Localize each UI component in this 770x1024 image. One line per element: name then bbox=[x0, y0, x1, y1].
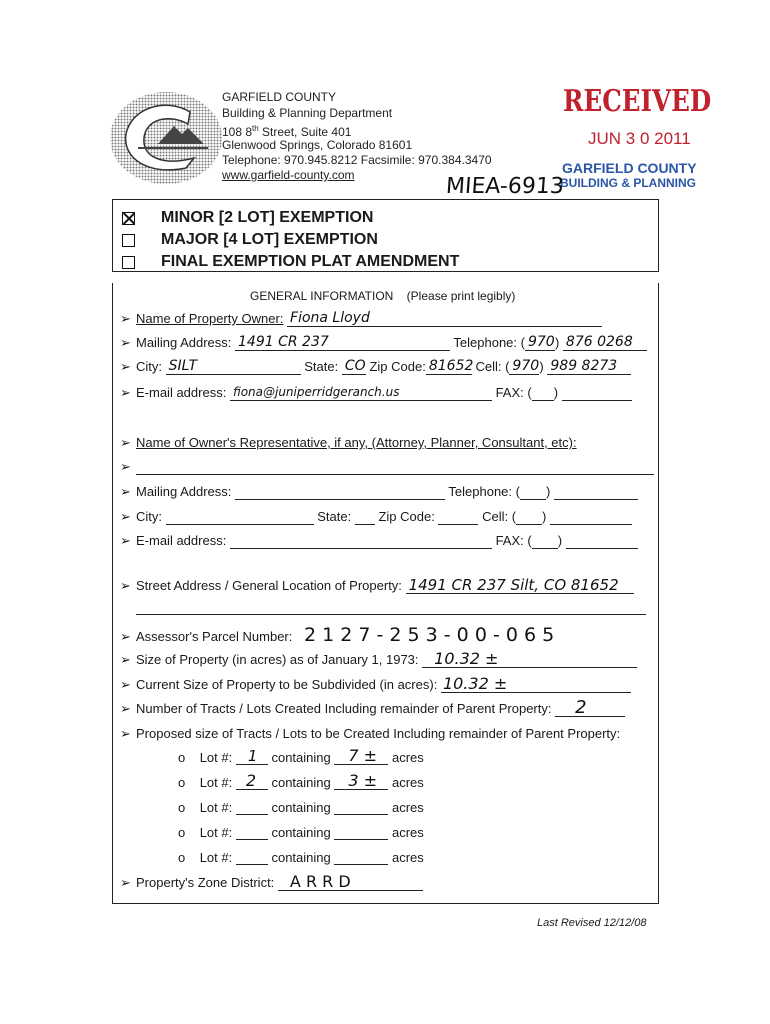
lot-label: Lot #: bbox=[199, 825, 233, 840]
lot-number-value: 1 bbox=[247, 747, 258, 765]
bullet-icon: o bbox=[178, 825, 186, 840]
rep-mailing-label: Mailing Address: bbox=[136, 484, 232, 499]
current-size-field[interactable] bbox=[441, 674, 631, 693]
arrow-icon: ➢ bbox=[120, 385, 131, 400]
rep-telephone-field[interactable] bbox=[554, 485, 638, 500]
rep-mailing-field[interactable] bbox=[235, 485, 445, 500]
major-label: MAJOR [4 LOT] EXEMPTION bbox=[161, 231, 378, 248]
street-row bbox=[120, 578, 634, 594]
telephone-field[interactable] bbox=[563, 336, 647, 351]
containing-label: containing bbox=[271, 800, 331, 815]
email-value: fiona@juniperridgeranch.us bbox=[232, 385, 400, 399]
rep-email-field[interactable] bbox=[230, 534, 492, 549]
tracts-value: 2 bbox=[575, 697, 587, 718]
lot-size-field[interactable] bbox=[334, 825, 388, 840]
arrow-icon: ➢ bbox=[120, 311, 131, 326]
major-checkbox[interactable] bbox=[122, 234, 135, 247]
lot-number-field[interactable] bbox=[236, 771, 268, 790]
arrow-icon: ➢ bbox=[120, 335, 131, 350]
street-label: Street Address / General Location of Property: bbox=[136, 578, 402, 593]
bullet-icon: o bbox=[178, 750, 186, 765]
cell-value: 989 8273 bbox=[550, 358, 618, 374]
tracts-label: Number of Tracts / Lots Created Including remainder of Parent Property: bbox=[136, 701, 552, 716]
rep-mailing-row: ➢ Mailing Address: Telephone: ( ) bbox=[120, 484, 638, 500]
state-label: State: bbox=[304, 359, 339, 374]
rep-state-field[interactable] bbox=[355, 510, 375, 525]
zip-label: Zip Code: bbox=[369, 359, 426, 374]
application-type-box-bottom bbox=[112, 271, 659, 272]
rep-fax-label: FAX: ( bbox=[495, 533, 532, 548]
arrow-icon: ➢ bbox=[120, 484, 131, 499]
arrow-icon: ➢ bbox=[120, 509, 131, 524]
cell-area-field[interactable] bbox=[509, 360, 539, 375]
owner-name-field[interactable] bbox=[287, 312, 602, 327]
arrow-icon: ➢ bbox=[120, 359, 131, 374]
fax-close: ) bbox=[553, 385, 559, 400]
mailing-field[interactable] bbox=[235, 336, 450, 351]
rep-cell-area-field[interactable] bbox=[516, 510, 542, 525]
arrow-icon: ➢ bbox=[120, 726, 131, 741]
received-stamp: RECEIVED bbox=[563, 84, 712, 119]
county-logo bbox=[108, 88, 223, 188]
lot-size-value: 3 ± bbox=[348, 771, 378, 790]
size-1973-row bbox=[120, 649, 637, 668]
lot-row bbox=[178, 746, 424, 765]
lot-label: Lot #: bbox=[199, 850, 233, 865]
app-type-major[interactable] bbox=[122, 231, 378, 249]
street-sup: th bbox=[252, 124, 259, 133]
telephone-value: 876 0268 bbox=[565, 334, 633, 350]
lot-size-field[interactable] bbox=[334, 746, 388, 765]
zone-row bbox=[120, 872, 423, 891]
minor-checkbox[interactable] bbox=[122, 212, 135, 225]
lot-row bbox=[178, 825, 424, 840]
size-1973-field[interactable] bbox=[422, 649, 637, 668]
website-link[interactable]: www.garfield-county.com bbox=[222, 168, 355, 182]
lot-number-value: 2 bbox=[245, 771, 257, 790]
lot-number-field[interactable] bbox=[236, 850, 268, 865]
lot-size-value: 7 ± bbox=[348, 746, 378, 765]
email-field[interactable] bbox=[230, 386, 492, 401]
last-revised: Last Revised 12/12/08 bbox=[537, 917, 647, 929]
lot-label: Lot #: bbox=[199, 800, 233, 815]
street-prefix: 108 8 bbox=[222, 125, 253, 139]
arrow-icon: ➢ bbox=[120, 629, 131, 644]
owner-name-label: Name of Property Owner: bbox=[136, 311, 284, 326]
street-second-line[interactable] bbox=[136, 614, 646, 615]
tracts-field[interactable] bbox=[555, 697, 625, 718]
rep-email-label: E-mail address: bbox=[136, 533, 227, 548]
org-name: GARFIELD COUNTY bbox=[222, 90, 337, 104]
rep-state-label: State: bbox=[317, 509, 352, 524]
app-type-minor[interactable] bbox=[122, 209, 373, 227]
arrow-icon: ➢ bbox=[120, 578, 131, 593]
acres-label: acres bbox=[392, 750, 424, 765]
tracts-row bbox=[120, 697, 625, 718]
city-value: SILT bbox=[168, 358, 198, 374]
stamp-dept: BUILDING & PLANNING bbox=[560, 176, 696, 190]
cell-field[interactable] bbox=[547, 360, 631, 375]
owner-name-value: Fiona Lloyd bbox=[290, 310, 370, 326]
stamp-county: GARFIELD COUNTY bbox=[562, 160, 697, 176]
acres-label: acres bbox=[392, 775, 424, 790]
general-info-title: GENERAL INFORMATION (Please print legibly) bbox=[250, 289, 516, 303]
bullet-icon: o bbox=[178, 850, 186, 865]
rep-city-row: ➢ City: State: Zip Code: Cell: ( ) bbox=[120, 509, 632, 525]
street-value: 1491 CR 237 Silt, CO 81652 bbox=[408, 576, 619, 594]
lot-row bbox=[178, 800, 424, 815]
rep-cell-field[interactable] bbox=[550, 510, 632, 525]
rep-email-row: ➢ E-mail address: FAX: ( ) bbox=[120, 533, 638, 549]
parcel-row bbox=[120, 624, 555, 646]
final-label: FINAL EXEMPTION PLAT AMENDMENT bbox=[161, 253, 460, 270]
street-field[interactable] bbox=[406, 576, 634, 594]
rep-name-field[interactable] bbox=[136, 460, 654, 475]
bullet-icon: o bbox=[178, 800, 186, 815]
containing-label: containing bbox=[271, 850, 331, 865]
state-field[interactable] bbox=[342, 360, 366, 375]
zone-label: Property's Zone District: bbox=[136, 875, 275, 890]
acres-label: acres bbox=[392, 825, 424, 840]
stamp-date: JUN 3 0 2011 bbox=[588, 129, 691, 148]
fax-area-field[interactable] bbox=[532, 386, 554, 401]
zip-value: 81652 bbox=[428, 358, 474, 374]
rep-telephone-area-field[interactable] bbox=[520, 485, 546, 500]
owner-name-row bbox=[120, 311, 602, 327]
arrow-icon: ➢ bbox=[120, 533, 131, 548]
street-suffix: Street, Suite 401 bbox=[258, 125, 352, 139]
containing-label: containing bbox=[271, 775, 331, 790]
rep-telephone-label: Telephone: ( bbox=[448, 484, 520, 499]
lot-row bbox=[178, 850, 424, 865]
city-line: Glenwood Springs, Colorado 81601 bbox=[222, 138, 413, 152]
phone-line: Telephone: 970.945.8212 Facsimile: 970.384.3470 bbox=[222, 153, 492, 167]
lot-label: Lot #: bbox=[199, 750, 233, 765]
telephone-area-value: 970 bbox=[527, 334, 555, 350]
rep-city-field[interactable] bbox=[166, 510, 314, 525]
containing-label: containing bbox=[271, 750, 331, 765]
zone-value: A R R D bbox=[289, 872, 351, 891]
file-number: MIEA-6913 bbox=[445, 174, 565, 199]
lot-size-field[interactable] bbox=[334, 850, 388, 865]
arrow-icon: ➢ bbox=[120, 652, 131, 667]
rep-title-row bbox=[120, 435, 577, 451]
dept-name: Building & Planning Department bbox=[222, 106, 393, 120]
size-1973-value: 10.32 ± bbox=[434, 649, 499, 668]
acres-label: acres bbox=[392, 800, 424, 815]
rep-fax-field[interactable] bbox=[566, 534, 638, 549]
acres-label: acres bbox=[392, 850, 424, 865]
city-field[interactable] bbox=[166, 360, 301, 375]
arrow-icon: ➢ bbox=[120, 701, 131, 716]
rep-fax-area-field[interactable] bbox=[532, 534, 558, 549]
containing-label: containing bbox=[271, 825, 331, 840]
arrow-icon: ➢ bbox=[120, 875, 131, 890]
state-value: CO bbox=[344, 358, 366, 374]
parcel-value[interactable]: 2 1 2 7 - 2 5 3 - 0 0 - 0 6 5 bbox=[304, 624, 555, 646]
proposed-label: Proposed size of Tracts / Lots to be Created Including remainder of Parent Property: bbox=[136, 726, 621, 741]
parcel-label: Assessor's Parcel Number: bbox=[136, 629, 293, 644]
current-size-label: Current Size of Property to be Subdivided (in acres): bbox=[136, 677, 438, 692]
arrow-icon: ➢ bbox=[120, 459, 131, 474]
proposed-row bbox=[120, 726, 620, 742]
bullet-icon: o bbox=[178, 775, 186, 790]
lot-number-field[interactable] bbox=[236, 747, 268, 765]
mailing-value: 1491 CR 237 bbox=[238, 334, 329, 350]
fax-label: FAX: ( bbox=[495, 385, 532, 400]
email-label: E-mail address: bbox=[136, 385, 227, 400]
size-1973-label: Size of Property (in acres) as of January 1, 1973: bbox=[136, 652, 419, 667]
rep-city-label: City: bbox=[136, 509, 162, 524]
lot-size-field[interactable] bbox=[334, 771, 388, 790]
city-label: City: bbox=[136, 359, 162, 374]
fax-field[interactable] bbox=[562, 386, 632, 401]
email-row bbox=[120, 385, 632, 401]
rep-title: Name of Owner's Representative, if any, (Attorney, Planner, Consultant, etc): bbox=[136, 435, 577, 450]
zip-field[interactable] bbox=[426, 360, 472, 375]
arrow-icon: ➢ bbox=[120, 435, 131, 450]
telephone-area-field[interactable] bbox=[525, 336, 555, 351]
lot-size-field[interactable] bbox=[334, 800, 388, 815]
city-row: ➢ City: SILT State: CO Zip Code: 81652 Cell: ( 970 ) 989 8273 bbox=[120, 359, 631, 375]
rep-name-row bbox=[120, 459, 654, 475]
minor-label: MINOR [2 LOT] EXEMPTION bbox=[161, 209, 374, 226]
lot-row bbox=[178, 771, 424, 790]
rep-cell-label: Cell: ( bbox=[482, 509, 517, 524]
cell-area-value: 970 bbox=[512, 358, 540, 374]
lot-number-field[interactable] bbox=[236, 825, 268, 840]
current-size-row bbox=[120, 674, 631, 693]
cell-label: Cell: ( bbox=[475, 359, 510, 374]
current-size-value: 10.32 ± bbox=[442, 674, 508, 693]
lot-label: Lot #: bbox=[199, 775, 233, 790]
rep-zip-label: Zip Code: bbox=[378, 509, 435, 524]
zone-field[interactable] bbox=[278, 872, 423, 891]
lot-number-field[interactable] bbox=[236, 800, 268, 815]
mailing-row: ➢ Mailing Address: 1491 CR 237 Telephone: ( 970 ) 876 0268 bbox=[120, 335, 647, 351]
final-checkbox[interactable] bbox=[122, 256, 135, 269]
arrow-icon: ➢ bbox=[120, 677, 131, 692]
street-address bbox=[222, 122, 351, 139]
mailing-label: Mailing Address: bbox=[136, 335, 232, 350]
rep-zip-field[interactable] bbox=[438, 510, 478, 525]
telephone-label: Telephone: ( bbox=[453, 335, 525, 350]
app-type-final[interactable] bbox=[122, 253, 459, 271]
